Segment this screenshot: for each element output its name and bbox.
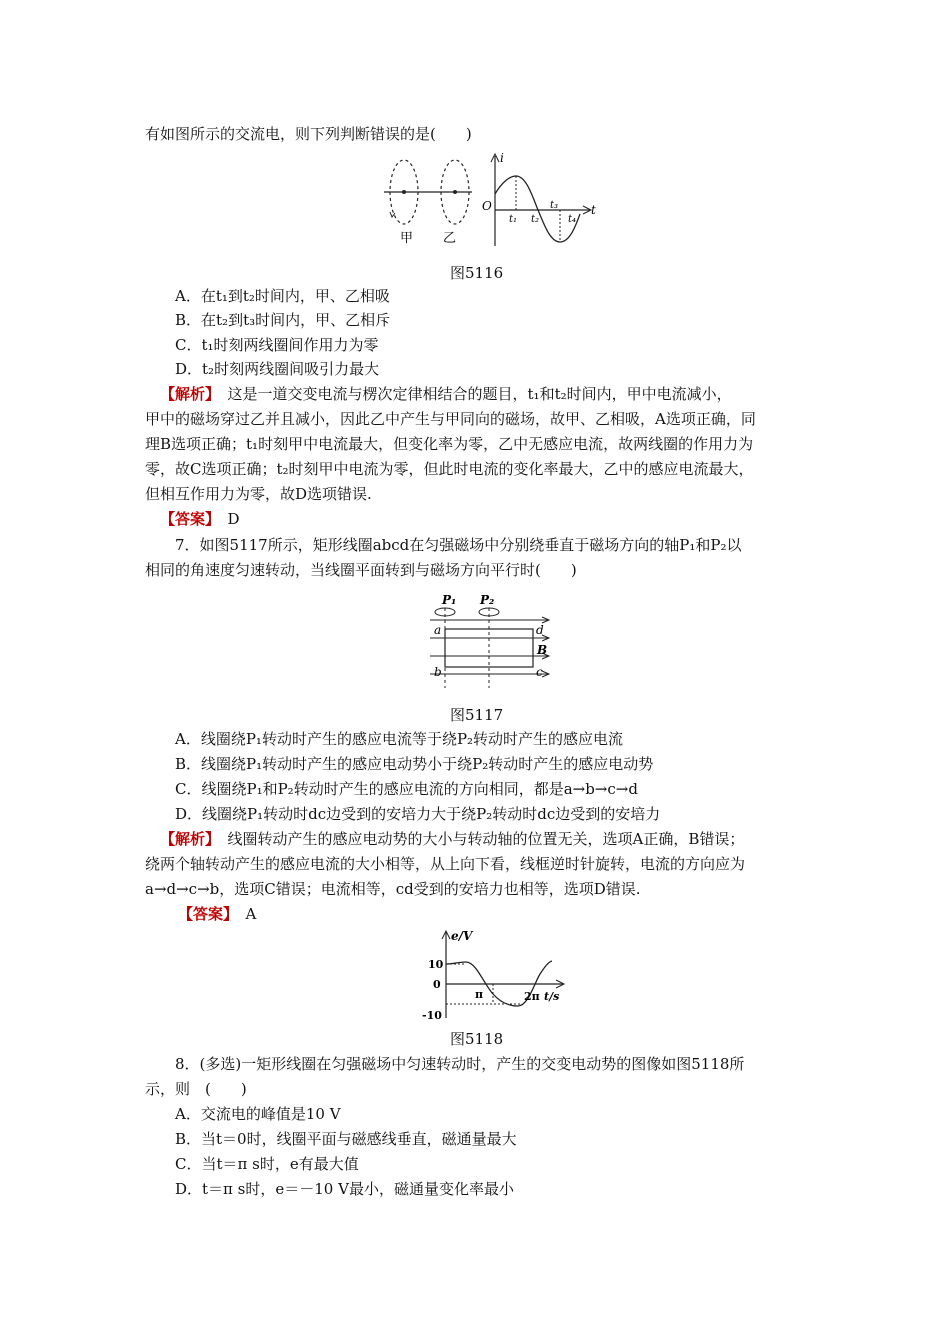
q8-fig-caption: 图5118 xyxy=(450,1030,504,1048)
q6-fig-caption: 图5116 xyxy=(450,264,504,282)
label-d: d xyxy=(536,623,544,637)
q6-analysis-line-4: 零，故C选项正确；t₂时刻甲中电流为零，但此时电流的变化率最大，乙中的感应电流最大， xyxy=(145,460,754,478)
q6-option-a: A．在t₁到t₂时间内，甲、乙相吸 xyxy=(175,287,390,305)
label-b: b xyxy=(434,665,442,679)
figure-5117 xyxy=(428,592,558,692)
label-t: t xyxy=(591,203,596,217)
label-t1: t₁ xyxy=(509,214,518,225)
label-o: O xyxy=(482,199,492,213)
q6-analysis-tag: 【解析】 xyxy=(160,385,213,403)
q6-stem: 有如图所示的交流电，则下列判断错误的是( ) xyxy=(145,125,472,143)
q6-analysis-line-5: 但相互作用力为零，故D选项错误. xyxy=(145,485,372,503)
q6-analysis-line-2: 甲中的磁场穿过乙并且减小，因此乙中产生与甲同向的磁场，故甲、乙相吸，A选项正确，同 xyxy=(145,410,756,428)
q8-option-b: B．当t＝0时，线圈平面与磁感线垂直，磁通量最大 xyxy=(175,1130,517,1148)
label-jia: 甲 xyxy=(400,231,414,246)
q6-answer-tag: 【答案】 xyxy=(160,510,213,528)
label-c: c xyxy=(536,665,543,679)
label-xlabel: t/s xyxy=(544,990,560,1003)
q8-stem-line-2: 示，则 ( ) xyxy=(145,1080,247,1098)
q8-stem-line-1: 8．(多选)一矩形线圈在匀强磁场中匀速转动时，产生的交变电动势的图像如图5118所 xyxy=(175,1055,745,1073)
label-y10: 10 xyxy=(428,958,444,971)
current-curve xyxy=(495,176,580,242)
q7-analysis-line-2: 绕两个轴转动产生的感应电流的大小相等，从上向下看，线框逆时针旋转，电流的方向应为 xyxy=(145,855,746,873)
label-p1: P₁ xyxy=(442,593,457,607)
q7-analysis-line-3: a→d→c→b，选项C错误；电流相等，cd受到的安培力也相等，选项D错误. xyxy=(145,880,641,898)
label-t4: t₄ xyxy=(568,214,577,225)
q7-option-a: A．线圈绕P₁转动时产生的感应电流等于绕P₂转动时产生的感应电流 xyxy=(175,730,624,748)
q8-option-d: D．t＝π s时，e＝－10 V最小，磁通量变化率最小 xyxy=(175,1180,514,1198)
q7-analysis-tag: 【解析】 xyxy=(160,830,213,848)
label-yneg10: -10 xyxy=(422,1009,442,1022)
figure-5118 xyxy=(418,928,568,1020)
label-B: B xyxy=(537,643,548,657)
q6-answer: 【答案】 D xyxy=(160,510,240,528)
q6-analysis-line-1: 【解析】 这是一道交变电流与楞次定律相结合的题目，t₁和t₂时间内，甲中电流减小， xyxy=(160,385,732,403)
figure-5116 xyxy=(380,150,610,250)
q7-stem-line-2: 相同的角速度匀速转动，当线圈平面转到与磁场方向平行时( ) xyxy=(145,561,577,579)
q6-analysis-line-3: 理B选项正确；t₁时刻甲中电流最大，但变化率为零，乙中无感应电流，故两线圈的作用力为 xyxy=(145,435,754,453)
q6-option-c: C．t₁时刻两线圈间作用力为零 xyxy=(175,336,379,354)
q7-option-d: D．线圈绕P₁转动时dc边受到的安培力大于绕P₂转动时dc边受到的安培力 xyxy=(175,805,661,823)
q8-option-a: A．交流电的峰值是10 V xyxy=(175,1105,341,1123)
q7-option-b: B．线圈绕P₁转动时产生的感应电动势小于绕P₂转动时产生的感应电动势 xyxy=(175,755,654,773)
label-yi: 乙 xyxy=(443,231,457,246)
label-p2: P₂ xyxy=(480,593,495,607)
q8-option-c: C．当t＝π s时，e有最大值 xyxy=(175,1155,359,1173)
label-ylabel: e/V xyxy=(451,929,473,943)
label-i: i xyxy=(500,151,504,165)
q7-fig-caption: 图5117 xyxy=(450,706,504,724)
q6-option-b: B．在t₂到t₃时间内，甲、乙相斥 xyxy=(175,311,391,329)
label-y0: 0 xyxy=(433,978,441,991)
q7-option-c: C．线圈绕P₁和P₂转动时产生的感应电流的方向相同，都是a→b→c→d xyxy=(175,780,638,798)
label-t2: t₂ xyxy=(531,214,540,225)
label-t3: t₃ xyxy=(550,200,559,211)
label-pi: π xyxy=(475,988,484,1001)
q7-analysis-line-1: 【解析】 线圈转动产生的感应电动势的大小与转动轴的位置无关，选项A正确，B错误； xyxy=(160,830,745,848)
q7-answer: 【答案】 A xyxy=(178,905,257,923)
label-a: a xyxy=(434,623,442,637)
q6-option-d: D．t₂时刻两线圈间吸引力最大 xyxy=(175,360,380,378)
q7-stem-line-1: 7．如图5117所示，矩形线圈abcd在匀强磁场中分别绕垂直于磁场方向的轴P₁和P₂以 xyxy=(175,536,742,554)
q7-answer-tag: 【答案】 xyxy=(178,905,231,923)
label-two-pi: 2π xyxy=(524,990,540,1003)
